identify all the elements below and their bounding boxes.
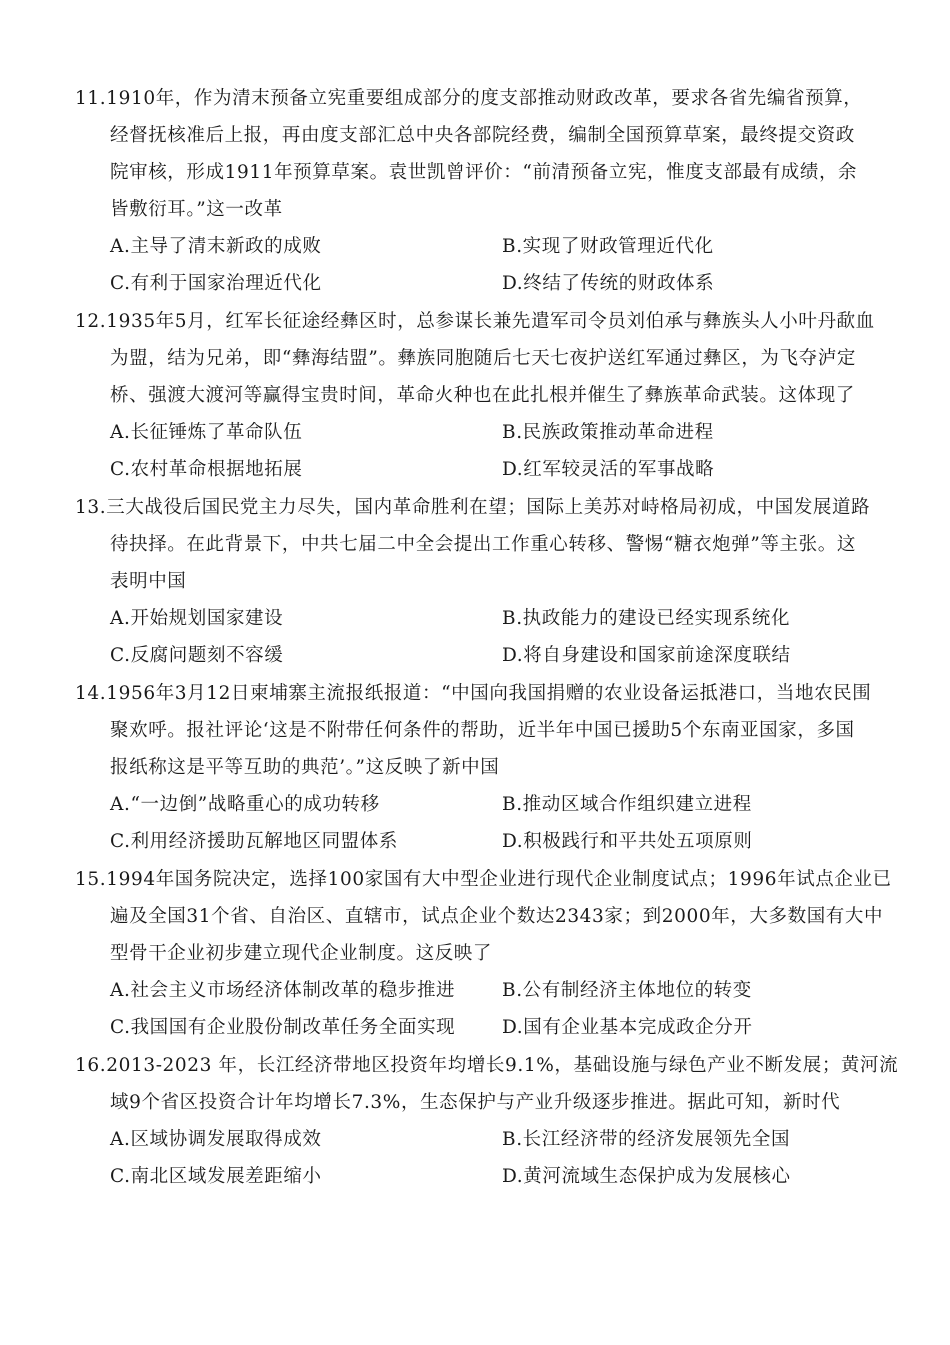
- question-11-stem-line-4: 皆敷衍耳。”这一改革: [110, 199, 283, 220]
- question-11-stem-line-1: 11.1910年，作为清末预备立宪重要组成部分的度支部推动财政改革，要求各省先编省预算，: [75, 88, 863, 109]
- question-13-option-c[interactable]: C.反腐问题刻不容缓: [110, 645, 284, 666]
- question-13-option-a[interactable]: A.开始规划国家建设: [110, 608, 284, 629]
- question-11-option-c[interactable]: C.有利于国家治理近代化: [110, 273, 322, 294]
- question-15-stem-line-2: 遍及全国31个省、自治区、直辖市，试点企业个数达2343家；到2000年，大多数国有大中: [110, 906, 884, 927]
- question-16-option-d[interactable]: D.黄河流域生态保护成为发展核心: [502, 1166, 791, 1187]
- question-16-stem-line-1: 16.2013-2023 年，长江经济带地区投资年均增长9.1%，基础设施与绿色产业不断发展；黄河流: [75, 1055, 899, 1076]
- question-13-option-d[interactable]: D.将自身建设和国家前途深度联结: [502, 645, 791, 666]
- question-14-option-a[interactable]: A.“一边倒”战略重心的成功转移: [110, 794, 380, 815]
- question-11-option-b[interactable]: B.实现了财政管理近代化: [502, 236, 714, 257]
- question-15-option-a[interactable]: A.社会主义市场经济体制改革的稳步推进: [110, 980, 456, 1001]
- question-14-stem-line-3: 报纸称这是平等互助的典范’。”这反映了新中国: [110, 757, 500, 778]
- question-13-option-b[interactable]: B.执政能力的建设已经实现系统化: [502, 608, 791, 629]
- question-12-option-b[interactable]: B.民族政策推动革命进程: [502, 422, 714, 443]
- question-15-stem-line-3: 型骨干企业初步建立现代企业制度。这反映了: [110, 943, 493, 964]
- question-12-stem-line-2: 为盟，结为兄弟，即“彝海结盟”。彝族同胞随后七天七夜护送红军通过彝区，为飞夺泸定: [110, 348, 856, 369]
- question-11-stem-line-3: 院审核，形成1911年预算草案。袁世凯曾评价：“前清预备立宪，惟度支部最有成绩，余: [110, 162, 858, 183]
- question-16-stem-line-2: 域9个省区投资合计年均增长7.3%，生态保护与产业升级逐步推进。据此可知，新时代: [110, 1092, 841, 1113]
- question-14-stem-line-1: 14.1956年3月12日柬埔寨主流报纸报道：“中国向我国捐赠的农业设备运抵港口，当地农民围: [75, 683, 872, 704]
- question-16-option-a[interactable]: A.区域协调发展取得成效: [110, 1129, 322, 1150]
- question-12-option-a[interactable]: A.长征锤炼了革命队伍: [110, 422, 303, 443]
- question-14-option-b[interactable]: B.推动区域合作组织建立进程: [502, 794, 752, 815]
- question-11-option-a[interactable]: A.主导了清末新政的成败: [110, 236, 322, 257]
- question-15-option-d[interactable]: D.国有企业基本完成政企分开: [502, 1017, 753, 1038]
- question-14-stem-line-2: 聚欢呼。报社评论‘这是不附带任何条件的帮助，近半年中国已援助5个东南亚国家，多国: [110, 720, 855, 741]
- question-12-stem-line-3: 桥、强渡大渡河等赢得宝贵时间，革命火种也在此扎根并催生了彝族革命武装。这体现了: [110, 385, 855, 406]
- question-14-option-d[interactable]: D.积极践行和平共处五项原则: [502, 831, 753, 852]
- question-15-option-b[interactable]: B.公有制经济主体地位的转变: [502, 980, 752, 1001]
- question-12-option-c[interactable]: C.农村革命根据地拓展: [110, 459, 303, 480]
- question-12-option-d[interactable]: D.红军较灵活的军事战略: [502, 459, 715, 480]
- question-13-stem-line-2: 待抉择。在此背景下，中共七届二中全会提出工作重心转移、警惕“糖衣炮弹”等主张。这: [110, 534, 856, 555]
- question-12-stem-line-1: 12.1935年5月，红军长征途经彝区时，总参谋长兼先遣军司令员刘伯承与彝族头人小叶丹歃血: [75, 311, 875, 332]
- question-11-stem-line-2: 经督抚核准后上报，再由度支部汇总中央各部院经费，编制全国预算草案，最终提交资政: [110, 125, 855, 146]
- question-11-option-d[interactable]: D.终结了传统的财政体系: [502, 273, 715, 294]
- question-15-stem-line-1: 15.1994年国务院决定，选择100家国有大中型企业进行现代企业制度试点；1996年试点企业已: [75, 869, 892, 890]
- question-15-option-c[interactable]: C.我国国有企业股份制改革任务全面实现: [110, 1017, 456, 1038]
- question-16-option-b[interactable]: B.长江经济带的经济发展领先全国: [502, 1129, 791, 1150]
- question-13-stem-line-3: 表明中国: [110, 571, 187, 592]
- question-13-stem-line-1: 13.三大战役后国民党主力尽失，国内革命胜利在望；国际上美苏对峙格局初成，中国发展道路: [75, 497, 871, 518]
- question-14-option-c[interactable]: C.利用经济援助瓦解地区同盟体系: [110, 831, 398, 852]
- question-16-option-c[interactable]: C.南北区域发展差距缩小: [110, 1166, 322, 1187]
